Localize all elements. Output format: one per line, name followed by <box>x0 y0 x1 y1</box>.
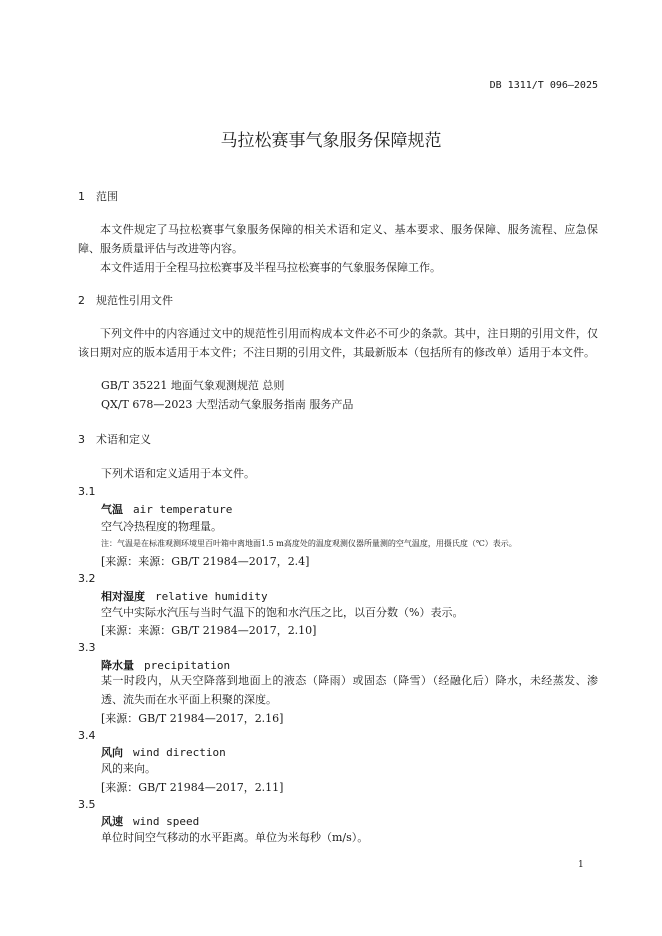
section-number: 1 <box>78 190 85 203</box>
term-heading <box>101 813 199 829</box>
standard-code: DB 1311/T 096—2025 <box>489 80 598 91</box>
term-number: 3.1 <box>78 485 96 498</box>
section-1-heading <box>78 188 118 204</box>
term-chinese: 风向 <box>101 746 123 759</box>
term-number: 3.4 <box>78 729 96 742</box>
section-title: 范围 <box>96 190 118 203</box>
term-heading <box>101 501 232 517</box>
term-definition: 空气冷热程度的物理量。 <box>101 520 222 533</box>
term-number: 3.2 <box>78 572 96 585</box>
term-source: [来源：GB/T 21984—2017，2.16] <box>101 712 284 725</box>
term-number: 3.5 <box>78 798 96 811</box>
term-source: [来源：来源：GB/T 21984—2017，2.4] <box>101 555 310 568</box>
document-title: 马拉松赛事气象服务保障规范 <box>220 131 442 151</box>
note-label: 注： <box>101 539 117 548</box>
term-chinese: 相对湿度 <box>101 590 145 603</box>
page-number: 1 <box>578 860 584 870</box>
term-english: precipitation <box>144 659 231 672</box>
term-english: wind speed <box>133 815 200 828</box>
term-heading <box>101 588 268 604</box>
paragraph: 下列术语和定义适用于本文件。 <box>101 467 255 480</box>
section-title: 规范性引用文件 <box>96 294 173 307</box>
section-title: 术语和定义 <box>96 433 151 446</box>
section-number: 3 <box>78 433 85 446</box>
section-2-heading <box>78 292 173 308</box>
term-source: [来源：GB/T 21984—2017，2.11] <box>101 781 284 794</box>
term-note <box>101 538 517 549</box>
term-english: air temperature <box>133 503 233 516</box>
paragraph: 本文件规定了马拉松赛事气象服务保障的相关术语和定义、基本要求、服务保障、服务流程、应急保障、服务质量评估与改进等内容。 <box>78 223 598 255</box>
section-number: 2 <box>78 294 85 307</box>
note-text: 气温是在标准观测环境里百叶箱中离地面1.5 m高度处的温度观测仪器所量测的空气温度，用摄氏度（℃）表示。 <box>117 539 517 548</box>
term-definition: 空气中实际水汽压与当时气温下的饱和水汽压之比，以百分数（%）表示。 <box>101 606 464 619</box>
term-chinese: 气温 <box>101 503 123 516</box>
term-english: wind direction <box>133 746 226 759</box>
term-chinese: 降水量 <box>101 659 134 672</box>
term-definition: 单位时间空气移动的水平距离。单位为米每秒（m/s）。 <box>101 831 369 844</box>
term-english: relative humidity <box>155 590 268 603</box>
term-heading <box>101 744 226 760</box>
term-definition: 某一时段内，从天空降落到地面上的液态（降雨）或固态（降雪）（经融化后）降水，未经蒸发、渗透、流失而在水平面上积聚的深度。 <box>101 674 598 706</box>
section-3-heading <box>78 431 151 447</box>
term-source: [来源：来源：GB/T 21984—2017，2.10] <box>101 624 317 637</box>
normative-reference: QX/T 678—2023 大型活动气象服务指南 服务产品 <box>101 398 354 411</box>
paragraph: 下列文件中的内容通过文中的规范性引用而构成本文件必不可少的条款。其中，注日期的引用文件，仅该日期对应的版本适用于本文件；不注日期的引用文件，其最新版本（包括所有的修改单）适用于本文件。 <box>78 327 598 359</box>
term-number: 3.3 <box>78 641 96 654</box>
paragraph: 本文件适用于全程马拉松赛事及半程马拉松赛事的气象服务保障工作。 <box>100 261 441 274</box>
term-chinese: 风速 <box>101 815 123 828</box>
normative-reference: GB/T 35221 地面气象观测规范 总则 <box>101 379 285 392</box>
term-definition: 风的来向。 <box>101 762 156 775</box>
